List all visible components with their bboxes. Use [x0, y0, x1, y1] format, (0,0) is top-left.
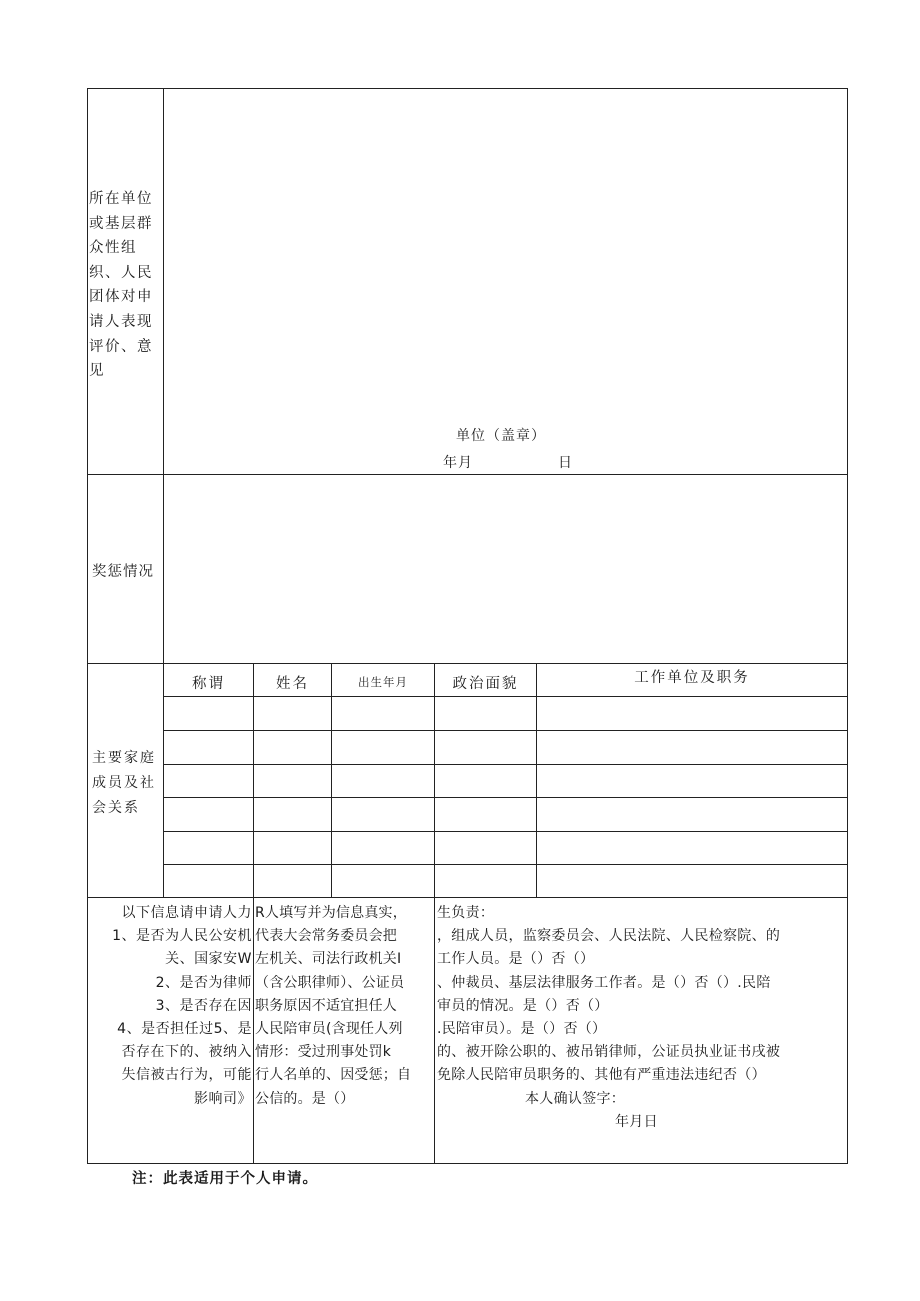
- declaration-line: 免除人民陪审员职务的、其他有严重违法违纪否（）: [437, 1067, 766, 1084]
- declaration-line: 左机关、司法行政机关I: [255, 951, 402, 968]
- table-border-bottom: [87, 1163, 848, 1164]
- declaration-line: 行人名单的、因受惩；自: [255, 1067, 412, 1084]
- awards-label: 奖惩情况: [92, 564, 154, 580]
- label-column-divider: [163, 88, 164, 898]
- declaration-line: 人民陪审员(含现任人列: [255, 1021, 403, 1038]
- declaration-line: 的、被开除公职的、被吊销律师，公证员执业证书戌被: [437, 1044, 781, 1061]
- family-header-title: 称谓: [192, 676, 225, 692]
- declaration-line: .民陪审员）。是（）否（）: [437, 1021, 607, 1038]
- declaration-column-2: [255, 902, 435, 1111]
- unit-evaluation-label: 所在单位或基层群众性组织、人民团体对申请人表现评价、意见: [89, 191, 153, 380]
- declaration-line: 1、是否为人民公安机: [112, 928, 252, 945]
- family-row-line: [163, 764, 848, 765]
- declaration-line: 情形：受过刑事处罚k: [255, 1044, 392, 1061]
- family-row-line: [163, 696, 848, 697]
- table-divider-awards-family: [87, 663, 848, 664]
- signature-label: 本人确认签字：: [525, 1090, 626, 1107]
- unit-date-day: 日: [558, 455, 573, 471]
- declaration-line: 审员的情况。是（）否（）: [437, 997, 609, 1014]
- declaration-line: 关、国家安W: [165, 951, 252, 968]
- form-note: 注：此表适用于个人申请。: [132, 1171, 318, 1187]
- declaration-column-1: [88, 902, 252, 1111]
- declaration-line: 影响司》: [194, 1090, 252, 1107]
- declaration-line: R人填写并为信息真实，: [255, 905, 407, 921]
- table-border-top: [87, 88, 848, 89]
- declaration-line: 职务原因不适宜担任人: [255, 997, 397, 1014]
- declaration-line: ，组成人员，监察委员会、人民法院、人民检察院、的: [437, 928, 781, 945]
- declaration-column-3: [437, 902, 847, 1134]
- family-label: 主要家庭成员及社会关系: [92, 750, 156, 816]
- declaration-line: 3、是否存在因: [155, 997, 252, 1014]
- declaration-col-line: [253, 897, 254, 1163]
- unit-date-year-month: 年月: [443, 455, 473, 471]
- declaration-line: 生负责：: [437, 905, 495, 921]
- unit-stamp-label: 单位（盖章）: [456, 428, 546, 444]
- family-row-line: [163, 864, 848, 865]
- declaration-line: 、仲裁员、基层法律服务工作者。是（）否（）.民陪: [437, 974, 771, 991]
- declaration-line: 工作人员。是（）否（）: [437, 951, 595, 968]
- family-header-name: 姓名: [276, 676, 309, 692]
- declaration-line: 公信的。是（）: [255, 1090, 355, 1107]
- family-row-line: [163, 797, 848, 798]
- family-header-politics: 政治面貌: [452, 676, 519, 692]
- family-col-line: [434, 663, 435, 897]
- family-col-line: [331, 663, 332, 897]
- family-header-birth: 出生年月: [358, 675, 408, 689]
- family-col-line: [253, 663, 254, 897]
- table-divider-family-declaration: [87, 897, 848, 898]
- declaration-line: 失信被古行为，可能: [121, 1067, 252, 1084]
- declaration-line: 2、是否为律师: [155, 974, 252, 991]
- declaration-line: 以下信息请申请人力: [121, 905, 252, 921]
- declaration-line: （含公职律师）、公证员: [255, 974, 405, 991]
- declaration-line: 4、是否担任过5、是: [117, 1021, 252, 1038]
- signature-date: 年月日: [615, 1113, 658, 1130]
- family-header-employer: 工作单位及职务: [634, 670, 750, 686]
- declaration-line: 否存在下的、被纳入: [121, 1044, 252, 1061]
- table-border-right: [847, 88, 848, 1164]
- family-row-line: [163, 831, 848, 832]
- table-divider-unit-awards: [87, 474, 848, 475]
- family-col-line: [536, 663, 537, 897]
- family-row-line: [163, 730, 848, 731]
- declaration-line: 代表大会常务委员会把: [255, 928, 397, 945]
